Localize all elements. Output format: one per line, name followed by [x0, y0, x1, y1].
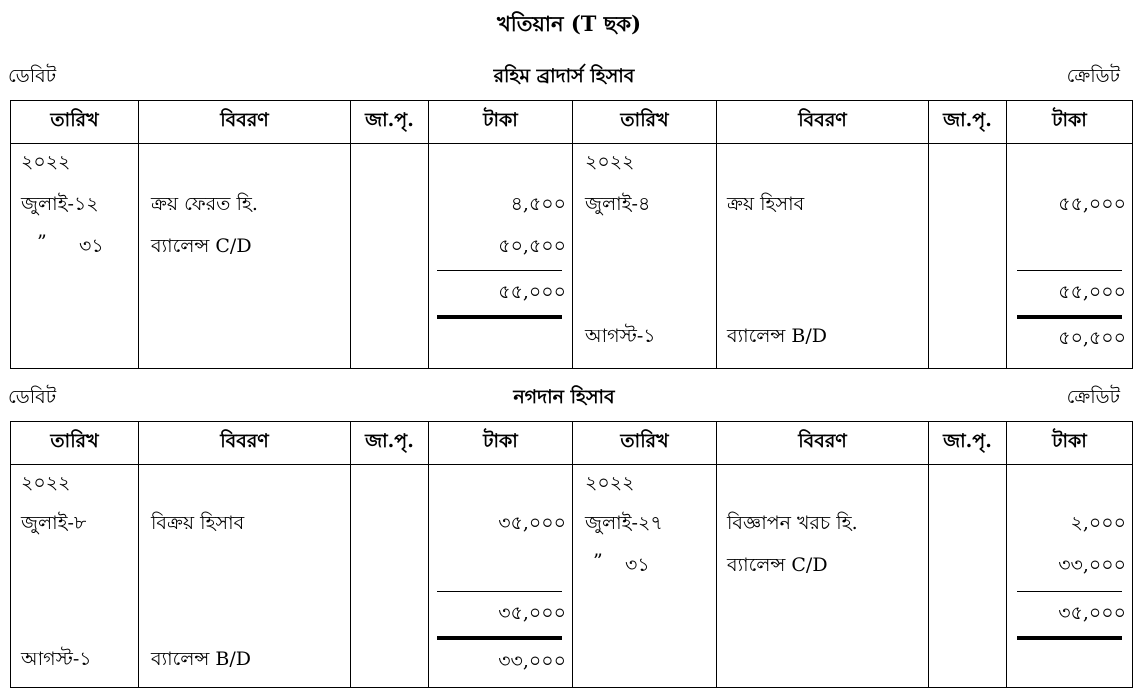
debit-row-desc: ব্যালেন্স C/D: [151, 235, 252, 257]
credit-row-desc: ব্যালেন্স C/D: [727, 554, 828, 576]
header-desc-debit: বিবরণ: [139, 422, 351, 465]
account-name: রহিম ব্রাদার্স হিসাব: [493, 65, 635, 87]
credit-amount-column: [1007, 465, 1133, 688]
credit-row-amount: ৩৩,০০০: [1058, 554, 1126, 576]
header-date-credit: তারিখ: [573, 101, 717, 144]
credit-row-amount: ৫৫,০০০: [1058, 193, 1126, 215]
credit-row-desc: ক্রয় হিসাব: [727, 193, 805, 215]
account-header-cash: [8, 383, 1120, 413]
total-rule: [1017, 591, 1122, 592]
credit-total: ৩৫,০০০: [1058, 602, 1126, 624]
double-rule: [437, 315, 562, 319]
debit-label: ডেবিট: [8, 386, 57, 408]
credit-label: ক্রেডিট: [1066, 386, 1120, 408]
debit-jf-column: [351, 465, 429, 688]
header-date-debit: তারিখ: [11, 101, 139, 144]
debit-row-date: জুলাই-১২: [21, 193, 99, 215]
credit-row-date: জুলাই-২৭: [585, 512, 663, 534]
debit-date-column: [11, 465, 139, 688]
debit-row-date: জুলাই-৮: [21, 512, 87, 534]
debit-desc-column: [139, 465, 351, 688]
debit-row-day: ৩১: [79, 235, 104, 257]
debit-row-amount: ৫০,৫০০: [498, 235, 566, 257]
balance-bd-amount: ৫০,৫০০: [1058, 327, 1126, 349]
balance-bd-date: আগস্ট-১: [21, 648, 92, 670]
debit-total: ৫৫,০০০: [498, 281, 566, 303]
credit-desc-column: [717, 144, 929, 369]
double-rule: [437, 636, 562, 640]
page-title: খতিয়ান (T ছক): [496, 11, 642, 36]
header-date-debit: তারিখ: [11, 422, 139, 465]
double-rule: [1017, 636, 1122, 640]
header-jf-credit: জা.পৃ.: [929, 422, 1007, 465]
debit-date-column: [11, 144, 139, 369]
header-amount-debit: টাকা: [429, 422, 573, 465]
header-amount-credit: টাকা: [1007, 101, 1133, 144]
total-rule: [1017, 270, 1122, 271]
account-header-rahim: [8, 62, 1120, 92]
debit-jf-column: [351, 144, 429, 369]
debit-row-desc: বিক্রয় হিসাব: [151, 512, 245, 534]
account-name: নগদান হিসাব: [513, 386, 615, 408]
debit-desc-column: [139, 144, 351, 369]
ditto-mark: ”: [593, 550, 603, 572]
header-amount-credit: টাকা: [1007, 422, 1133, 465]
ledger-table-rahim: [10, 100, 1133, 369]
credit-row-desc: বিজ্ঞাপন খরচ হি.: [727, 512, 858, 534]
credit-date-column: [573, 144, 717, 369]
debit-label: ডেবিট: [8, 65, 57, 87]
header-desc-credit: বিবরণ: [717, 101, 929, 144]
debit-year: ২০২২: [21, 151, 71, 173]
balance-bd-date: আগস্ট-১: [585, 325, 656, 347]
credit-jf-column: [929, 144, 1007, 369]
credit-desc-column: [717, 465, 929, 688]
debit-row-amount: ৪,৫০০: [510, 193, 566, 215]
debit-amount-column: [429, 144, 573, 369]
ledger-table-cash: [10, 421, 1133, 688]
credit-row-date: জুলাই-৪: [585, 193, 651, 215]
header-jf-credit: জা.পৃ.: [929, 101, 1007, 144]
credit-label: ক্রেডিট: [1066, 65, 1120, 87]
debit-total: ৩৫,০০০: [498, 602, 566, 624]
credit-year: ২০২২: [585, 472, 635, 494]
header-jf-debit: জা.পৃ.: [351, 422, 429, 465]
debit-amount-column: [429, 465, 573, 688]
balance-bd-desc: ব্যালেন্স B/D: [151, 648, 251, 670]
credit-amount-column: [1007, 144, 1133, 369]
header-desc-debit: বিবরণ: [139, 101, 351, 144]
header-jf-debit: জা.পৃ.: [351, 101, 429, 144]
credit-row-day: ৩১: [625, 554, 650, 576]
debit-row-desc: ক্রয় ফেরত হি.: [151, 193, 258, 215]
credit-total: ৫৫,০০০: [1058, 281, 1126, 303]
total-rule: [437, 591, 562, 592]
credit-jf-column: [929, 465, 1007, 688]
balance-bd-amount: ৩৩,০০০: [498, 650, 566, 672]
header-amount-debit: টাকা: [429, 101, 573, 144]
header-date-credit: তারিখ: [573, 422, 717, 465]
double-rule: [1017, 315, 1122, 319]
total-rule: [437, 270, 562, 271]
credit-date-column: [573, 465, 717, 688]
debit-year: ২০২২: [21, 472, 71, 494]
balance-bd-desc: ব্যালেন্স B/D: [727, 325, 827, 347]
header-desc-credit: বিবরণ: [717, 422, 929, 465]
debit-row-amount: ৩৫,০০০: [498, 512, 566, 534]
ditto-mark: ”: [37, 231, 47, 253]
credit-year: ২০২২: [585, 151, 635, 173]
credit-row-amount: ২,০০০: [1070, 512, 1126, 534]
